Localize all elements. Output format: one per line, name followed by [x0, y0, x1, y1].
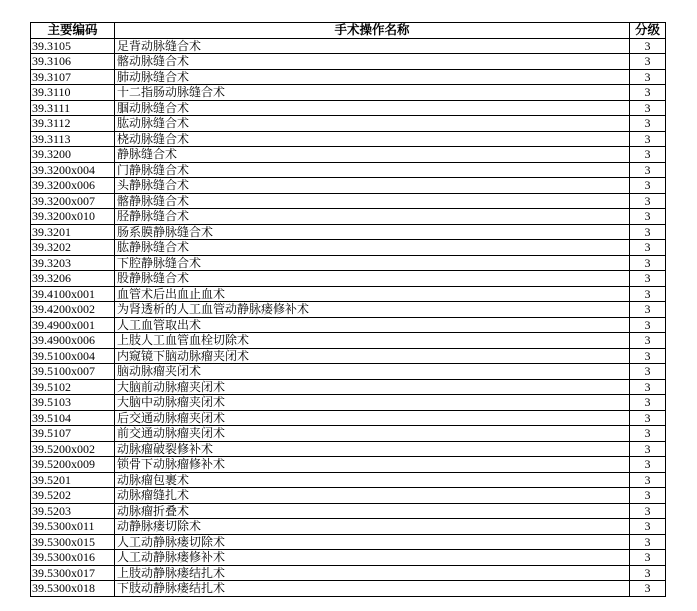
name-cell: 肺动脉缝合术 — [115, 69, 630, 85]
grade-cell: 3 — [630, 271, 666, 287]
procedure-sheet — [30, 22, 666, 597]
table-row — [31, 271, 666, 287]
code-cell: 39.3201 — [31, 224, 115, 240]
code-cell: 39.5102 — [31, 379, 115, 395]
code-cell: 39.3203 — [31, 255, 115, 271]
table-row — [31, 38, 666, 54]
grade-cell: 3 — [630, 54, 666, 70]
name-cell: 腘动脉缝合术 — [115, 100, 630, 116]
table-row — [31, 54, 666, 70]
name-cell: 动脉瘤缝扎术 — [115, 488, 630, 504]
table-row — [31, 348, 666, 364]
name-cell: 头静脉缝合术 — [115, 178, 630, 194]
table-row — [31, 286, 666, 302]
name-cell: 十二指肠动脉缝合术 — [115, 85, 630, 101]
name-cell: 肱动脉缝合术 — [115, 116, 630, 132]
table-row — [31, 581, 666, 597]
table-row — [31, 364, 666, 380]
name-cell: 下肢动静脉瘘结扎术 — [115, 581, 630, 597]
name-cell: 前交通动脉瘤夹闭术 — [115, 426, 630, 442]
name-cell: 血管术后出血止血术 — [115, 286, 630, 302]
table-row — [31, 69, 666, 85]
code-cell: 39.3200x010 — [31, 209, 115, 225]
grade-cell: 3 — [630, 441, 666, 457]
table-row — [31, 410, 666, 426]
table-row — [31, 379, 666, 395]
grade-cell: 3 — [630, 255, 666, 271]
table-row — [31, 224, 666, 240]
grade-cell: 3 — [630, 519, 666, 535]
name-cell: 大脑中动脉瘤夹闭术 — [115, 395, 630, 411]
name-cell: 人工血管取出术 — [115, 317, 630, 333]
grade-cell: 3 — [630, 379, 666, 395]
grade-cell: 3 — [630, 286, 666, 302]
name-cell: 上肢动静脉瘘结扎术 — [115, 565, 630, 581]
code-cell: 39.3105 — [31, 38, 115, 54]
table-row — [31, 472, 666, 488]
code-cell: 39.3110 — [31, 85, 115, 101]
table-row — [31, 395, 666, 411]
grade-cell: 3 — [630, 488, 666, 504]
code-cell: 39.3106 — [31, 54, 115, 70]
name-cell: 足背动脉缝合术 — [115, 38, 630, 54]
grade-cell: 3 — [630, 333, 666, 349]
code-cell: 39.5300x016 — [31, 550, 115, 566]
table-row — [31, 240, 666, 256]
grade-cell: 3 — [630, 85, 666, 101]
table-row — [31, 457, 666, 473]
name-cell: 肱静脉缝合术 — [115, 240, 630, 256]
name-cell: 胫静脉缝合术 — [115, 209, 630, 225]
table-row — [31, 426, 666, 442]
grade-cell: 3 — [630, 240, 666, 256]
table-row — [31, 302, 666, 318]
table-row — [31, 550, 666, 566]
name-cell: 股静脉缝合术 — [115, 271, 630, 287]
table-row — [31, 519, 666, 535]
code-cell: 39.3113 — [31, 131, 115, 147]
header-code: 主要编码 — [31, 23, 115, 39]
name-cell: 脑动脉瘤夹闭术 — [115, 364, 630, 380]
grade-cell: 3 — [630, 565, 666, 581]
table-row — [31, 317, 666, 333]
grade-cell: 3 — [630, 457, 666, 473]
grade-cell: 3 — [630, 317, 666, 333]
grade-cell: 3 — [630, 472, 666, 488]
code-cell: 39.3107 — [31, 69, 115, 85]
grade-cell: 3 — [630, 534, 666, 550]
code-cell: 39.4200x002 — [31, 302, 115, 318]
name-cell: 门静脉缝合术 — [115, 162, 630, 178]
name-cell: 桡动脉缝合术 — [115, 131, 630, 147]
code-cell: 39.5103 — [31, 395, 115, 411]
name-cell: 人工动静脉瘘修补术 — [115, 550, 630, 566]
grade-cell: 3 — [630, 38, 666, 54]
code-cell: 39.3202 — [31, 240, 115, 256]
procedure-table — [30, 22, 666, 597]
grade-cell: 3 — [630, 100, 666, 116]
table-row — [31, 147, 666, 163]
name-cell: 大脑前动脉瘤夹闭术 — [115, 379, 630, 395]
table-row — [31, 162, 666, 178]
grade-cell: 3 — [630, 410, 666, 426]
header-grade: 分级 — [630, 23, 666, 39]
table-row — [31, 441, 666, 457]
code-cell: 39.5202 — [31, 488, 115, 504]
table-row — [31, 193, 666, 209]
table-row — [31, 100, 666, 116]
code-cell: 39.5104 — [31, 410, 115, 426]
code-cell: 39.5107 — [31, 426, 115, 442]
code-cell: 39.5201 — [31, 472, 115, 488]
code-cell: 39.5300x018 — [31, 581, 115, 597]
code-cell: 39.3200x004 — [31, 162, 115, 178]
code-cell: 39.3206 — [31, 271, 115, 287]
name-cell: 静脉缝合术 — [115, 147, 630, 163]
grade-cell: 3 — [630, 116, 666, 132]
table-row — [31, 209, 666, 225]
name-cell: 髂静脉缝合术 — [115, 193, 630, 209]
grade-cell: 3 — [630, 209, 666, 225]
name-cell: 为肾透析的人工血管动静脉瘘修补术 — [115, 302, 630, 318]
code-cell: 39.3200x007 — [31, 193, 115, 209]
name-cell: 内窥镜下脑动脉瘤夹闭术 — [115, 348, 630, 364]
name-cell: 动脉瘤折叠术 — [115, 503, 630, 519]
grade-cell: 3 — [630, 131, 666, 147]
grade-cell: 3 — [630, 162, 666, 178]
code-cell: 39.3200x006 — [31, 178, 115, 194]
table-row — [31, 85, 666, 101]
table-row — [31, 534, 666, 550]
grade-cell: 3 — [630, 147, 666, 163]
table-row — [31, 488, 666, 504]
grade-cell: 3 — [630, 395, 666, 411]
table-row — [31, 131, 666, 147]
code-cell: 39.3112 — [31, 116, 115, 132]
name-cell: 锁骨下动脉瘤修补术 — [115, 457, 630, 473]
table-row — [31, 333, 666, 349]
grade-cell: 3 — [630, 348, 666, 364]
grade-cell: 3 — [630, 193, 666, 209]
name-cell: 上肢人工血管血栓切除术 — [115, 333, 630, 349]
table-row — [31, 565, 666, 581]
table-row — [31, 116, 666, 132]
table-row — [31, 503, 666, 519]
code-cell: 39.5300x017 — [31, 565, 115, 581]
code-cell: 39.4900x001 — [31, 317, 115, 333]
code-cell: 39.5300x011 — [31, 519, 115, 535]
table-row — [31, 255, 666, 271]
header-name: 手术操作名称 — [115, 23, 630, 39]
grade-cell: 3 — [630, 302, 666, 318]
grade-cell: 3 — [630, 550, 666, 566]
grade-cell: 3 — [630, 503, 666, 519]
table-body — [31, 38, 666, 596]
code-cell: 39.5100x007 — [31, 364, 115, 380]
code-cell: 39.3200 — [31, 147, 115, 163]
name-cell: 动脉瘤包裹术 — [115, 472, 630, 488]
name-cell: 肠系膜静脉缝合术 — [115, 224, 630, 240]
name-cell: 后交通动脉瘤夹闭术 — [115, 410, 630, 426]
grade-cell: 3 — [630, 69, 666, 85]
grade-cell: 3 — [630, 178, 666, 194]
grade-cell: 3 — [630, 364, 666, 380]
code-cell: 39.5100x004 — [31, 348, 115, 364]
name-cell: 人工动静脉瘘切除术 — [115, 534, 630, 550]
code-cell: 39.5300x015 — [31, 534, 115, 550]
name-cell: 下腔静脉缝合术 — [115, 255, 630, 271]
code-cell: 39.3111 — [31, 100, 115, 116]
code-cell: 39.4900x006 — [31, 333, 115, 349]
code-cell: 39.4100x001 — [31, 286, 115, 302]
header-row — [31, 23, 666, 39]
name-cell: 动静脉瘘切除术 — [115, 519, 630, 535]
name-cell: 动脉瘤破裂修补术 — [115, 441, 630, 457]
code-cell: 39.5200x002 — [31, 441, 115, 457]
grade-cell: 3 — [630, 426, 666, 442]
code-cell: 39.5200x009 — [31, 457, 115, 473]
grade-cell: 3 — [630, 224, 666, 240]
table-header — [31, 23, 666, 39]
grade-cell: 3 — [630, 581, 666, 597]
code-cell: 39.5203 — [31, 503, 115, 519]
name-cell: 髂动脉缝合术 — [115, 54, 630, 70]
table-row — [31, 178, 666, 194]
